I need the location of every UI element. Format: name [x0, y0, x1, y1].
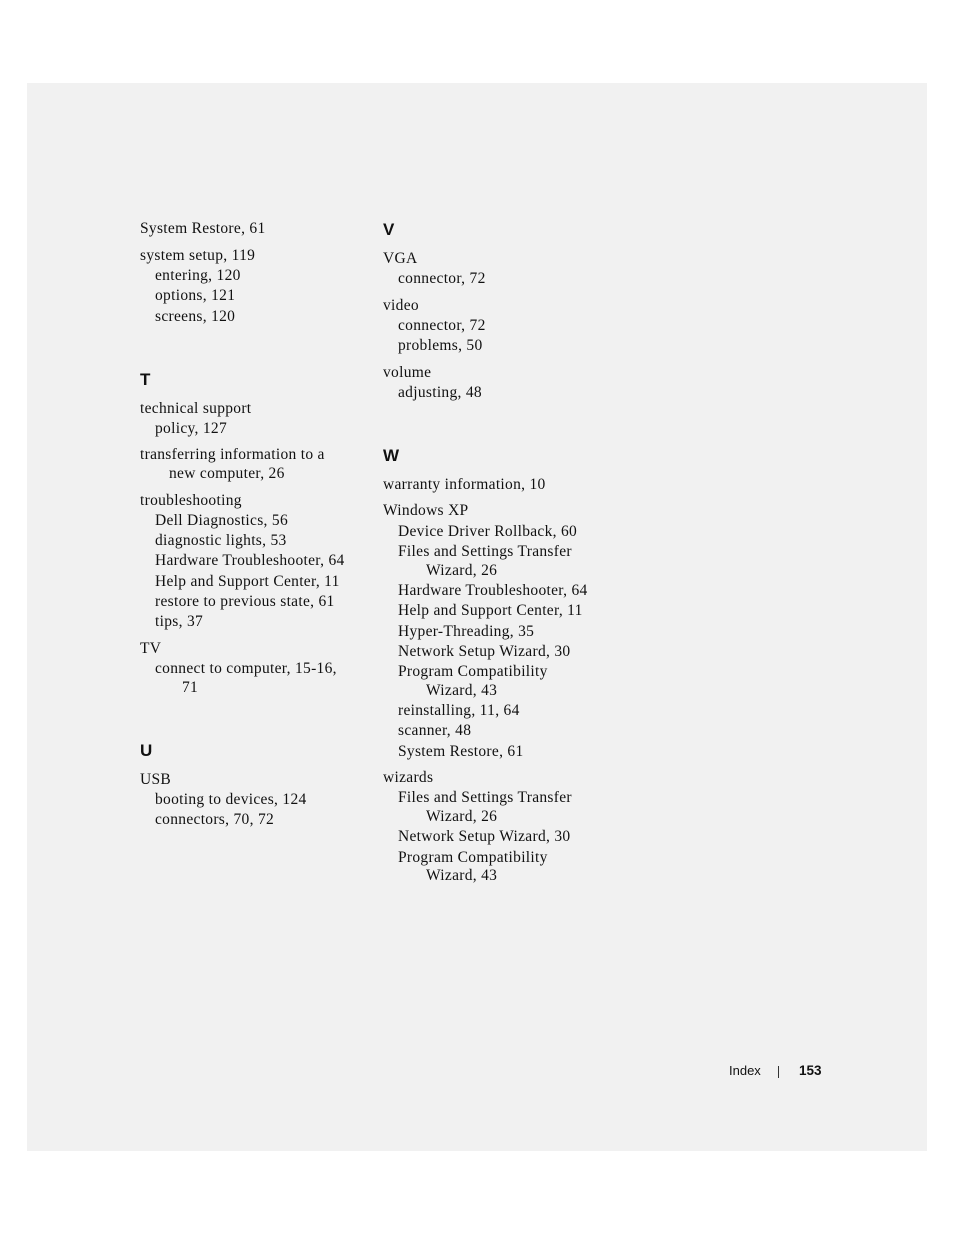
footer-divider	[778, 1066, 779, 1078]
index-subentry: Help and Support Center, 11	[398, 602, 583, 619]
index-subentry: connect to computer, 15-16,	[155, 660, 337, 677]
index-subentry: Program Compatibility	[398, 663, 548, 680]
index-entry: USB	[140, 771, 172, 788]
index-subentry: Network Setup Wizard, 30	[398, 643, 571, 660]
index-subentry: Files and Settings Transfer	[398, 789, 572, 806]
index-subentry: connector, 72	[398, 270, 486, 287]
index-entry-continuation: Wizard, 43	[426, 867, 498, 884]
index-entry: system setup, 119	[140, 247, 256, 264]
index-subentry: diagnostic lights, 53	[155, 532, 287, 549]
index-entry-continuation: Wizard, 26	[426, 562, 498, 579]
index-entry-continuation: new computer, 26	[169, 465, 285, 482]
index-subentry: connectors, 70, 72	[155, 811, 275, 828]
index-entry-continuation: Wizard, 26	[426, 808, 498, 825]
index-entry: troubleshooting	[140, 492, 242, 509]
index-entry: technical support	[140, 400, 252, 417]
index-entry: transferring information to a	[140, 446, 325, 463]
index-subentry: System Restore, 61	[398, 743, 524, 760]
index-entry-continuation: Wizard, 43	[426, 682, 498, 699]
index-subentry: problems, 50	[398, 337, 483, 354]
index-subentry: connector, 72	[398, 317, 486, 334]
section-letter-w: W	[383, 446, 400, 465]
page-number: 153	[799, 1063, 822, 1078]
index-subentry: policy, 127	[155, 420, 228, 437]
index-subentry: options, 121	[155, 287, 236, 304]
footer-section-label: Index	[729, 1063, 761, 1078]
index-subentry: Hardware Troubleshooter, 64	[155, 552, 345, 569]
index-page	[27, 83, 927, 1151]
index-subentry: entering, 120	[155, 267, 241, 284]
index-subentry: scanner, 48	[398, 722, 472, 739]
index-subentry: Program Compatibility	[398, 849, 548, 866]
index-subentry: Dell Diagnostics, 56	[155, 512, 288, 529]
index-entry: wizards	[383, 769, 434, 786]
section-letter-t: T	[140, 370, 151, 389]
index-entry: System Restore, 61	[140, 220, 266, 237]
index-subentry: tips, 37	[155, 613, 204, 630]
index-subentry: reinstalling, 11, 64	[398, 702, 520, 719]
index-subentry: restore to previous state, 61	[155, 593, 335, 610]
index-subentry: Help and Support Center, 11	[155, 573, 340, 590]
index-entry: TV	[140, 640, 162, 657]
index-subentry: Files and Settings Transfer	[398, 543, 572, 560]
index-entry-continuation: 71	[182, 679, 199, 696]
index-subentry: Hardware Troubleshooter, 64	[398, 582, 588, 599]
index-entry: volume	[383, 364, 432, 381]
index-subentry: Network Setup Wizard, 30	[398, 828, 571, 845]
index-entry: VGA	[383, 250, 418, 267]
index-entry: Windows XP	[383, 502, 469, 519]
index-entry: video	[383, 297, 419, 314]
index-subentry: Hyper-Threading, 35	[398, 623, 535, 640]
index-subentry: screens, 120	[155, 308, 236, 325]
index-subentry: Device Driver Rollback, 60	[398, 523, 578, 540]
section-letter-u: U	[140, 741, 153, 760]
section-letter-v: V	[383, 220, 395, 239]
index-entry: warranty information, 10	[383, 476, 546, 493]
index-subentry: booting to devices, 124	[155, 791, 307, 808]
index-subentry: adjusting, 48	[398, 384, 482, 401]
